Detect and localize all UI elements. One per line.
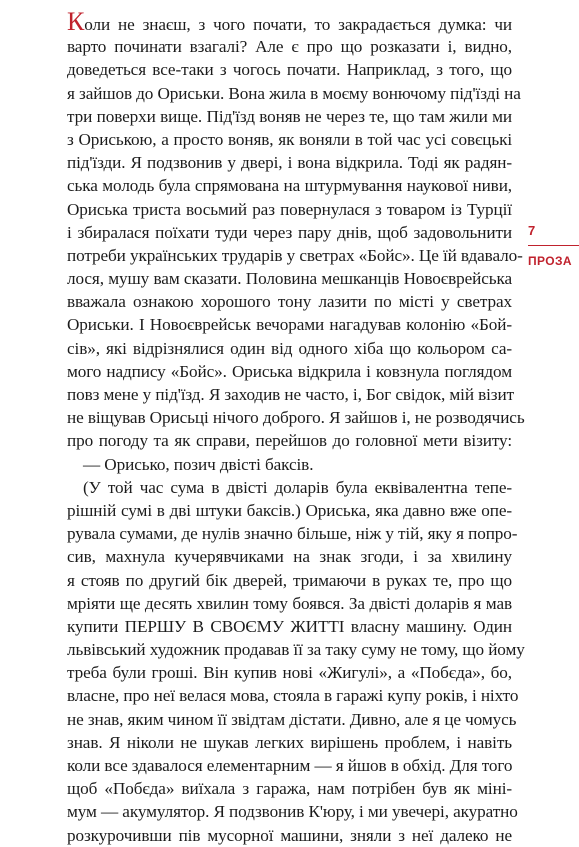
line-text: Ориськи. І Новоєврейськ вечорами нагадував колонію «Бой- xyxy=(67,315,512,335)
page-number: 7 xyxy=(528,223,536,238)
line-text: купити ПЕРШУ В СВОЄМУ ЖИТТІ власну машину. Один xyxy=(67,616,512,636)
text-line xyxy=(67,174,512,197)
line-text: — Орисько, позич двісті баксів. xyxy=(83,454,314,474)
line-text: щоб «Побєда» виїхала з гаража, нам потрібен був як міні- xyxy=(67,779,512,799)
line-text: ська молодь була спрямована на штурмування наукової ниви, xyxy=(67,176,512,196)
text-line xyxy=(67,290,512,313)
line-text: треба були гроші. Він купив нові «Жигулі», а «Побєда», бо, xyxy=(67,663,512,683)
text-line xyxy=(67,708,517,731)
line-text: і збиралася поїхати туди через пару днів, щоб задовольнити xyxy=(67,222,512,242)
line-text: про погоду та як справи, перейшов до головної мети візиту: xyxy=(67,431,512,451)
line-text: розкурочивши пів мусорної машини, зняли з неї далеко не xyxy=(67,825,512,845)
line-text: львівський художник продавав її за таку суму не тому, що йому xyxy=(67,640,525,660)
line-text: оли не знаєш, з чого почати, то закрадається думка: чи xyxy=(84,15,512,34)
side-divider xyxy=(528,245,579,246)
text-line xyxy=(67,406,525,429)
body-text xyxy=(67,7,525,847)
text-line xyxy=(67,267,512,290)
line-text: з Ориською, а просто воняв, як воняли в той час усі совєцькі xyxy=(67,129,512,149)
text-line xyxy=(67,453,512,476)
line-text: потреби українських трударів у светрах «Бойс». Це їй вдавало- xyxy=(67,245,523,265)
line-text: варто починати взагалі? Але є про що розказати і, видно, xyxy=(67,37,512,57)
text-line xyxy=(67,824,512,847)
line-text: не віщував Орисьці нічого доброго. Я зайшов і, не розводячись xyxy=(67,408,525,428)
line-text: рувала сумами, де нулів значно більше, ніж у тій, яку я попро- xyxy=(67,524,518,544)
line-text: сів», які відрізнялися один від одного хіба що кольором са- xyxy=(67,338,512,358)
line-text: власне, про неї велася мова, стояла в гаражі купу років, і ніхто xyxy=(67,686,519,706)
text-line xyxy=(67,429,512,452)
line-text: коли все здавалося елементарним — я йшов в обхід. Для того xyxy=(67,756,513,775)
line-text: під'їзди. Я подзвонив у двері, і вона відкрила. Тоді як радян- xyxy=(67,153,512,173)
text-line xyxy=(67,105,512,128)
line-text: рішній сумі в дві штуки баксів.) Ориська, яка давно вже опе- xyxy=(67,500,512,520)
text-line xyxy=(67,569,512,592)
text-line xyxy=(67,82,521,105)
text-line xyxy=(67,684,519,707)
drop-cap: К xyxy=(67,7,85,36)
line-text: мріяти ще десять хвилин тому боявся. За двісті доларів я мав xyxy=(67,593,512,613)
text-line xyxy=(67,7,512,36)
text-line xyxy=(67,360,512,383)
line-text: вважала ознакою хорошого тону лазити по місті у светрах xyxy=(67,292,512,312)
line-text: не знав, яким чином її звідтам дістати. Дивно, але я це чомусь xyxy=(67,709,517,729)
section-label: ПРОЗА xyxy=(528,254,572,268)
text-line xyxy=(67,800,518,823)
text-line xyxy=(67,383,515,406)
text-line xyxy=(67,615,512,638)
text-line xyxy=(67,499,512,522)
text-line xyxy=(67,545,512,568)
text-line xyxy=(67,58,512,81)
line-text: я стояв по другий бік дверей, тримаючи в руках те, про що xyxy=(67,570,512,590)
line-text: повз мене у під'їзд. Я заходив не часто, і, Бог свідок, мій візит xyxy=(67,385,515,404)
text-line xyxy=(67,592,512,615)
text-line xyxy=(67,522,518,545)
side-marker xyxy=(528,223,579,268)
line-text: сив, махнула кучерявчиками на знак згоди, і за хвилину xyxy=(67,547,512,567)
text-line xyxy=(67,754,512,777)
line-text: три поверхи вище. Під'їзд воняв не через те, що там жили ми xyxy=(67,106,512,126)
text-line xyxy=(67,198,512,221)
line-text: лося, мушу вам сказати. Половина мешканців Новоєврейська xyxy=(67,269,512,289)
line-text: Ориська триста восьмий раз повернулася з товаром із Турції xyxy=(67,199,512,219)
text-line xyxy=(67,638,525,661)
text-line xyxy=(67,661,512,684)
text-line xyxy=(67,221,512,244)
text-line xyxy=(67,731,512,754)
line-text: доведеться все-таки з чогось почати. Наприклад, з того, що xyxy=(67,60,512,80)
line-text: я зайшов до Ориськи. Вона жила в моєму вонючому під'їзді на xyxy=(67,83,521,103)
text-line xyxy=(67,476,512,499)
text-line xyxy=(67,313,512,336)
text-line xyxy=(67,337,512,360)
line-text: мум — акумулятор. Я подзвонив К'юру, і ми увечері, акуратно xyxy=(67,802,518,822)
text-line xyxy=(67,151,512,174)
text-line xyxy=(67,35,512,58)
line-text: знав. Я ніколи не шукав легких вирішень проблем, і навіть xyxy=(67,732,512,752)
line-text: мого надпису «Бойс». Ориська відкрила і ковзнула поглядом xyxy=(67,361,512,381)
line-text: (У той час сума в двісті доларів була еквівалентна тепе- xyxy=(83,477,512,497)
text-line xyxy=(67,244,523,267)
text-line xyxy=(67,128,512,151)
text-line xyxy=(67,777,512,800)
